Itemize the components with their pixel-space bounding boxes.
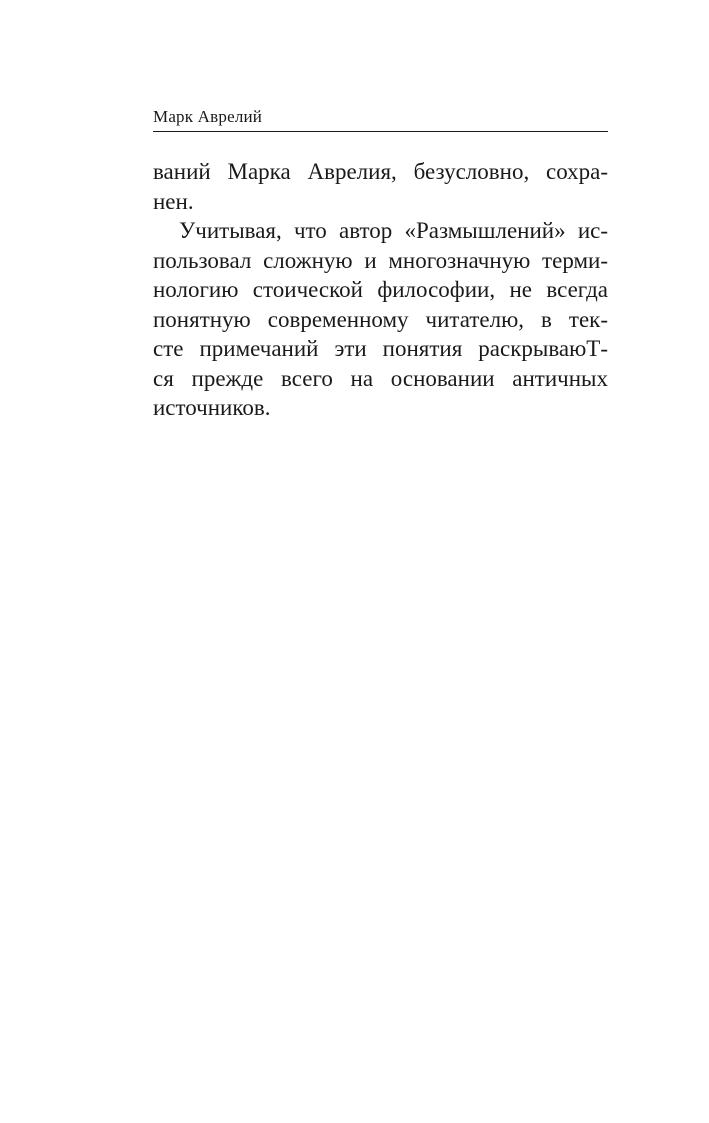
text-line: ваний Марка Аврелия, безусловно, сохра- — [153, 159, 608, 184]
text-line: пользовал сложную и многозначную терми- — [153, 247, 608, 273]
text-line: источников. — [153, 395, 271, 420]
text-line: сте примечаний эти понятия раскрываюТ- — [153, 336, 608, 361]
header-rule — [153, 131, 608, 132]
body-text — [153, 157, 608, 423]
running-head: Марк Аврелий — [153, 107, 263, 126]
text-line: понятную современному читателю, в тек- — [153, 306, 608, 332]
text-line: нологию стоической философии, не всегда — [153, 277, 608, 302]
text-line: Учитывая, что автор «Размышлений» ис- — [179, 218, 608, 243]
text-line: нен. — [153, 188, 194, 214]
text-line: ся прежде всего на основании античных — [153, 365, 608, 391]
